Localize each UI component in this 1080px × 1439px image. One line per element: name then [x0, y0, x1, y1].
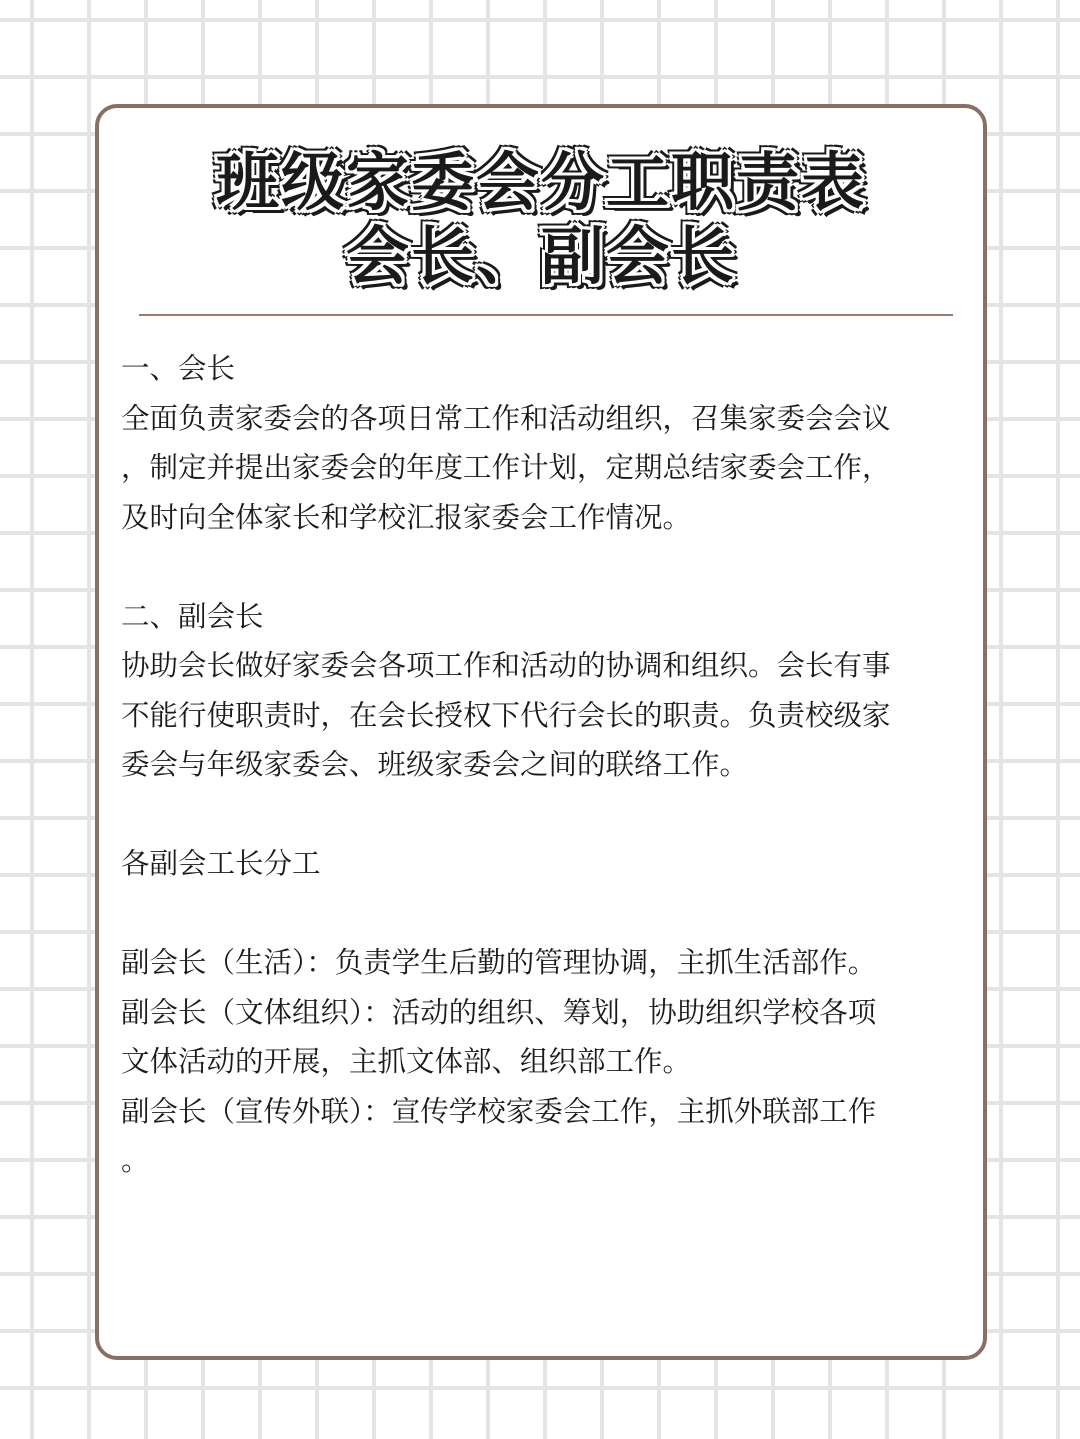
vice-president-text-line: 协助会长做好家委会各项工作和活动的协调和组织。会长有事 [121, 649, 891, 682]
section-spacer [121, 889, 957, 939]
division-text-line: 。 [121, 1144, 150, 1177]
president-text-line: ，制定并提出家委会的年度工作计划，定期总结家委会工作， [121, 451, 891, 484]
division-text-line: 副会长（宣传外联）：宣传学校家委会工作，主抓外联部工作 [121, 1094, 877, 1128]
duty-card [95, 104, 987, 1360]
president-text-line: 及时向全体家长和学校汇报家委会工作情况。 [121, 500, 692, 534]
title-line-2: 会长、副会长 [346, 220, 736, 293]
section-spacer [121, 790, 957, 840]
division-heading: 各副会工长分工 [121, 847, 321, 880]
vice-president-text-line: 不能行使职责时，在会长授权下代行会长的职责。负责校级家 [121, 698, 891, 732]
division-text-line: 副会长（文体组织）：活动的组织、筹划，协助组织学校各项 [121, 995, 877, 1029]
vice-president-heading: 二、副会长 [121, 599, 264, 633]
section-spacer [121, 542, 957, 592]
vice-president-text-line: 委会与年级家委会、班级家委会之间的联络工作。 [121, 748, 749, 781]
division-text-line: 副会长（生活）：负责学生后勤的管理协调，主抓生活部作。 [121, 946, 877, 979]
title-divider [139, 314, 953, 316]
division-text-line: 文体活动的开展，主抓文体部、组织部工作。 [121, 1045, 692, 1078]
president-heading: 一、会长 [121, 352, 236, 385]
president-text-line: 全面负责家委会的各项日常工作和活动组织，召集家委会会议 [121, 401, 891, 435]
page-title [99, 146, 983, 294]
content-body [121, 344, 957, 1186]
title-line-1: 班级家委会分工职责表 [216, 146, 866, 219]
